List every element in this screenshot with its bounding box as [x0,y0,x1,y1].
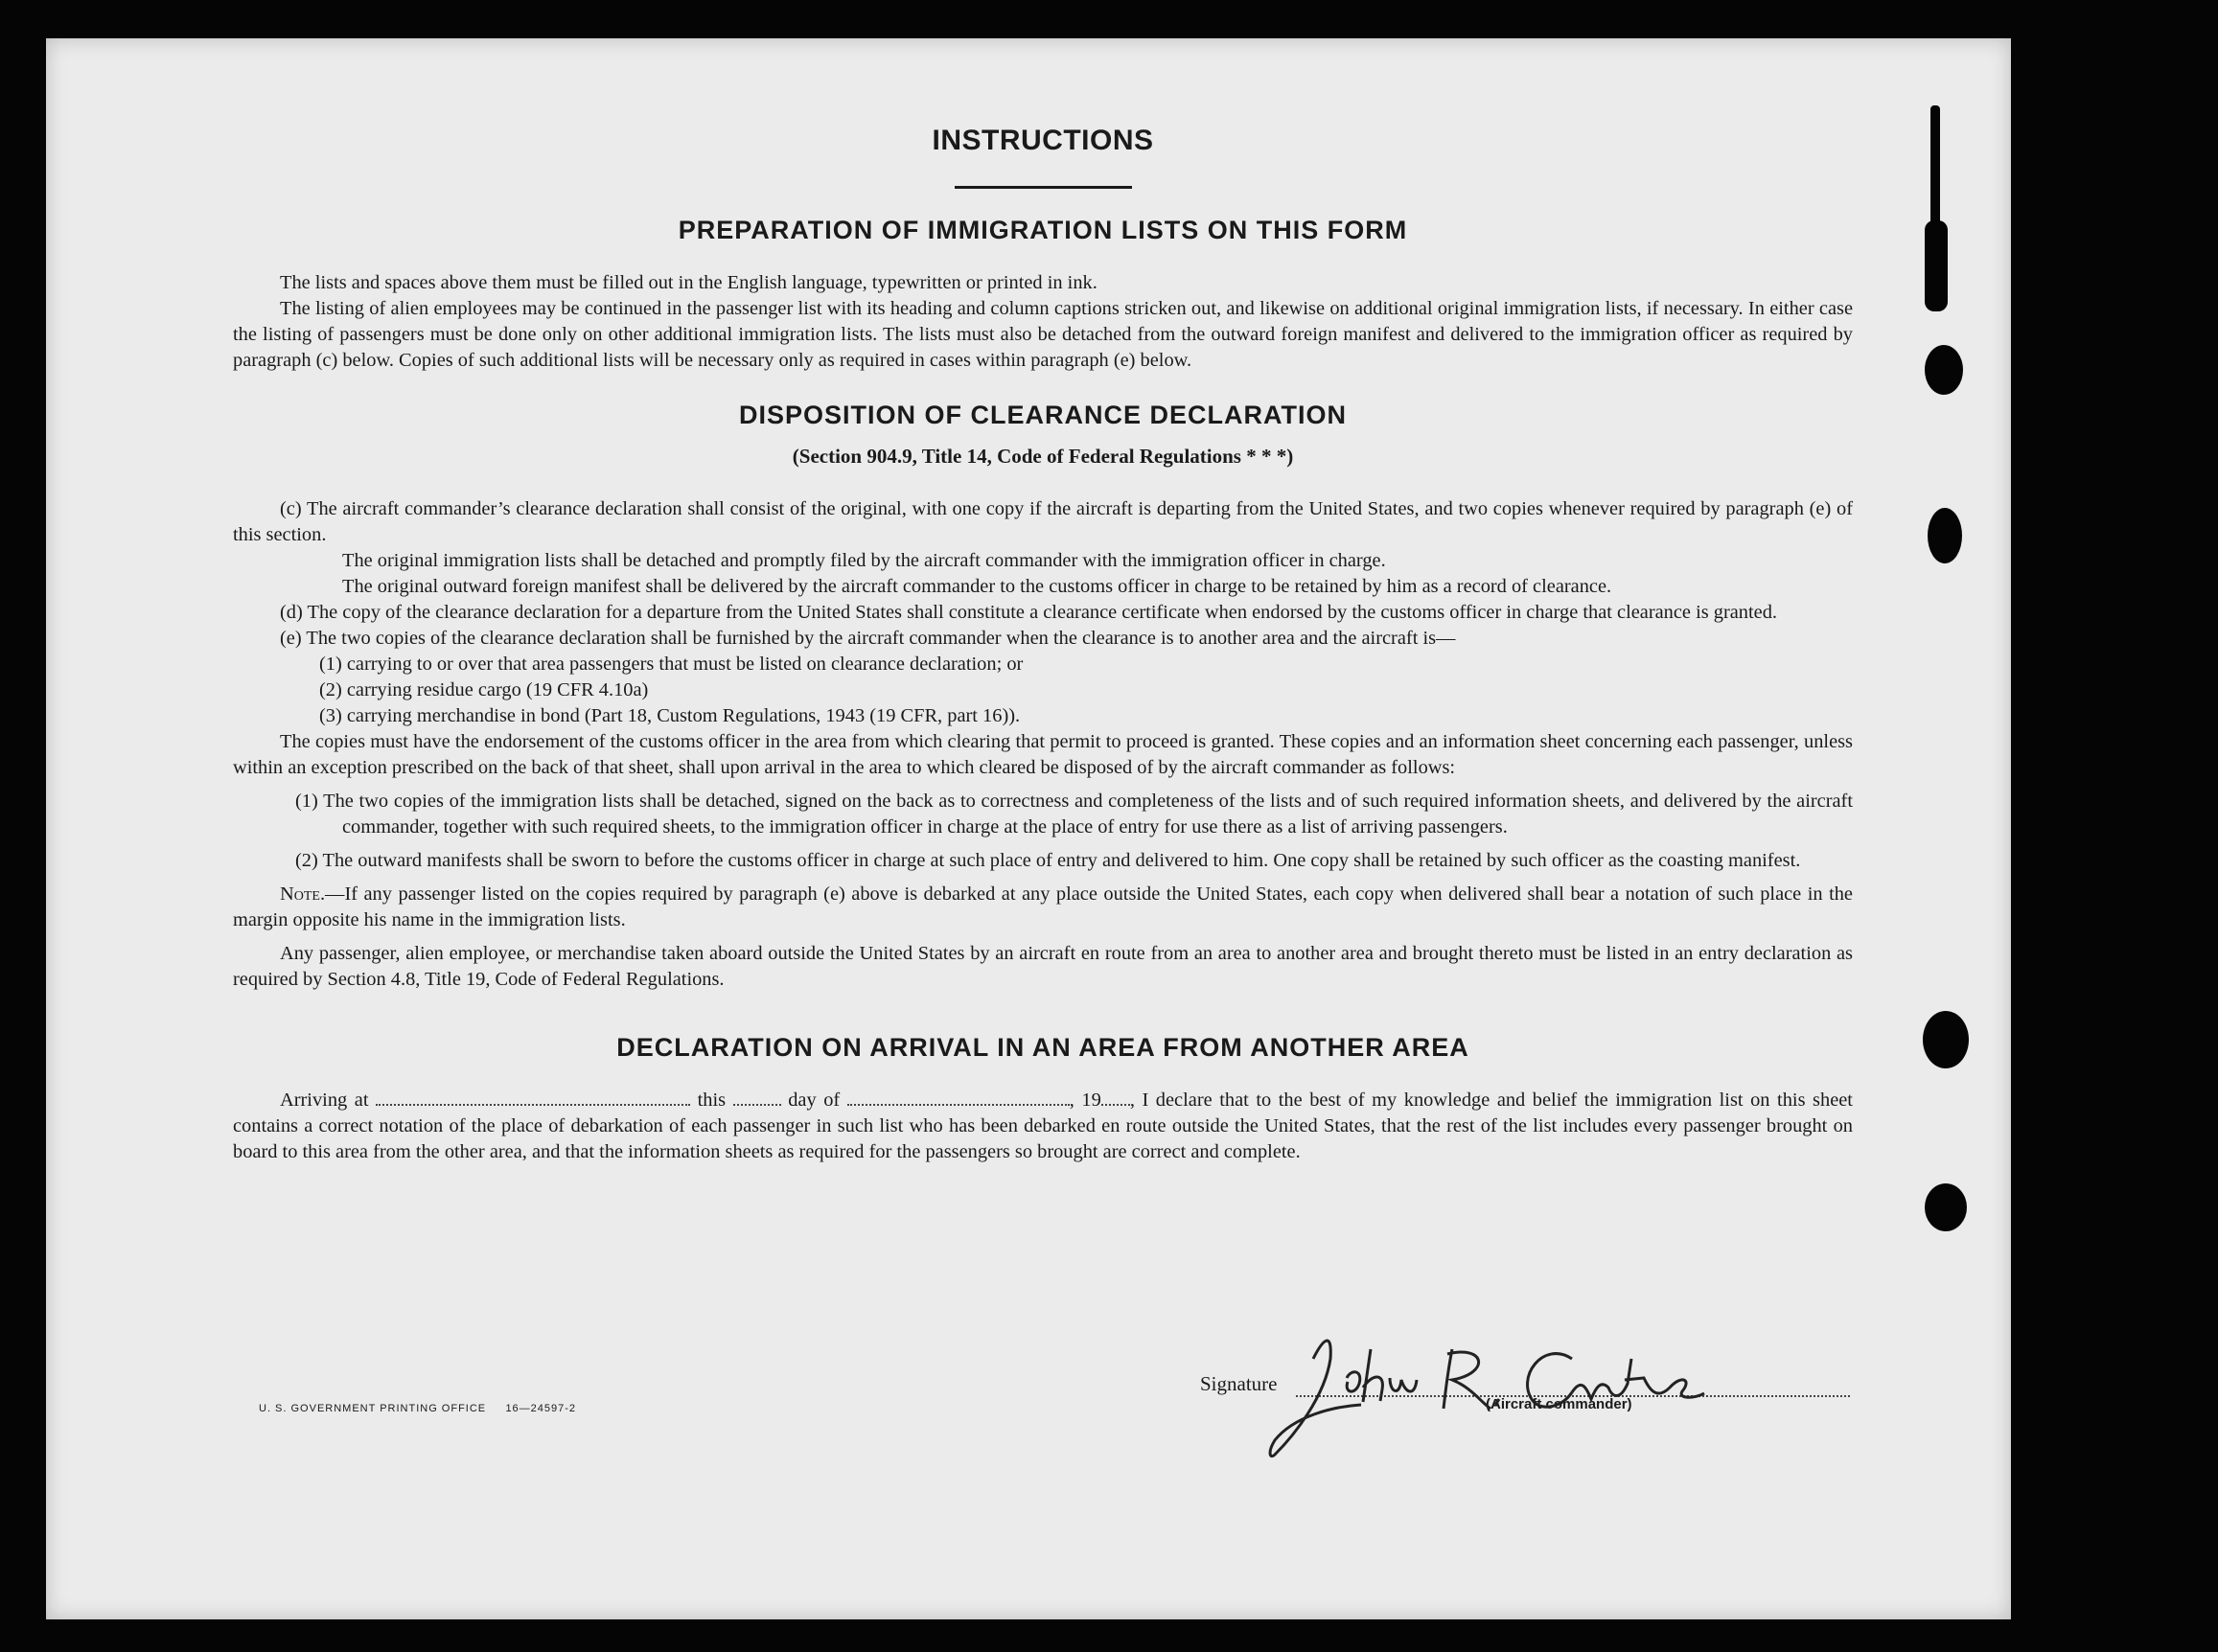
arriving-label: Arriving at [280,1090,369,1111]
list-item: (3) carrying merchandise in bond (Part 18, Custom Regulations, 1943 (19 CFR, part 16)). [319,705,1021,726]
paragraph-c-manifest: The original outward foreign manifest shall be delivered by the aircraft commander to the customs officer in charge to be retained by him as a record of clearance. [342,576,1612,597]
punch-hole [1928,508,1962,563]
paragraph-c-lists: The original immigration lists shall be detached and promptly filed by the aircraft commander with the immigration officer in charge. [342,550,1386,571]
handwritten-signature [1256,1320,1706,1464]
paragraph-c: (c) The aircraft commander’s clearance declaration shall consist of the original, with one copy if the aircraft is departing from the United States, and two copies whenever required by paragraph (e) of this section. [233,498,1853,545]
punch-hole [1923,1011,1969,1068]
edge-mark [1930,105,1940,230]
instructions-body [233,125,1853,1165]
paragraph: The listing of alien employees may be continued in the passenger list with its heading and column captions stricken out, and likewise on additional original immigration lists, if necessary. In either case the listing of passengers must be done only on other additional immigration lists. The lists must also be detached from the outward foreign manifest and delivered to the immigration officer as required by paragraph (c) below. Copies of such additional lists will be necessary only as required in cases within paragraph (e) below. [233,298,1853,371]
paragraph-d: (d) The copy of the clearance declaration for a departure from the United States shall constitute a clearance certificate when endorsed by the customs officer in charge that clearance is granted. [280,602,1778,623]
page-title: INSTRUCTIONS [932,125,1154,156]
this-label: this [697,1090,727,1111]
section-heading-declaration: DECLARATION ON ARRIVAL IN AN AREA FROM ANOTHER AREA [616,1033,1469,1062]
note-paragraph [233,882,1853,933]
paragraph: The lists and spaces above them must be filled out in the English language, typewritten or printed in ink. [280,272,1097,293]
punch-hole [1925,220,1948,311]
section-heading-preparation: PREPARATION OF IMMIGRATION LISTS ON THIS FORM [678,216,1408,244]
printer-name: U. S. GOVERNMENT PRINTING OFFICE [259,1403,487,1414]
numbered-item: (2) The outward manifests shall be sworn to before the customs officer in charge at such place of entry and delivered to him. One copy shall be retained by such officer as the coasting manifest. [295,850,1801,871]
day-of-label: day of [788,1090,841,1111]
declaration-text: , I declare that to the best of my knowledge and belief the immigration list on this sheet contains a correct notation of the place of debarkation of each passenger in such list who has been debarked en route outside the United States, that the rest of the list includes every passenger brought on board to this area from the other area, and that the information sheets as required for the passengers so brought are correct and complete. [233,1090,1853,1162]
numbered-item: (1) The two copies of the immigration lists shall be detached, signed on the back as to correctness and completeness of the lists and of such required information sheets, and delivered by the aircraft commander, together with such required sheets, to the immigration officer in charge at the place of entry for use there as a list of arriving passengers. [295,791,1853,837]
section-subheading: (Section 904.9, Title 14, Code of Federal Regulations * * *) [792,445,1294,468]
section-heading-disposition: DISPOSITION OF CLEARANCE DECLARATION [738,401,1347,429]
declaration-paragraph [233,1088,1853,1165]
punch-hole [1925,1183,1967,1231]
arriving-place-field[interactable] [376,1089,690,1106]
signature-caption: (Aircraft commander) [1486,1396,1632,1412]
year-label: , 19 [1069,1090,1101,1111]
list-item: (1) carrying to or over that area passengers that must be listed on clearance declaration; or [319,654,1024,675]
note-label: Note. [280,883,326,905]
form-code: 16—24597-2 [505,1403,577,1414]
paragraph-copies: The copies must have the endorsement of the customs officer in the area from which clearing that permit to proceed is granted. These copies and an information sheet concerning each passenger, unless within an exception prescribed on the back of that sheet, shall upon arrival in the area to which cleared be disposed of by the aircraft commander as follows: [233,731,1853,778]
list-item: (2) carrying residue cargo (19 CFR 4.10a) [319,679,649,700]
day-field[interactable] [733,1089,781,1106]
title-rule [955,186,1132,189]
year-field[interactable] [1101,1089,1130,1106]
printer-imprint [259,1403,576,1414]
punch-hole [1925,345,1963,395]
signature-label: Signature [1200,1372,1278,1395]
paragraph-e: (e) The two copies of the clearance declaration shall be furnished by the aircraft commander when the clearance is to another area and the aircraft is— [280,628,1456,649]
month-field[interactable] [847,1089,1070,1106]
paragraph-entry: Any passenger, alien employee, or merchandise taken aboard outside the United States by an aircraft en route from an area to another area and brought thereto must be listed in an entry declaration as required by Section 4.8, Title 19, Code of Federal Regulations. [233,943,1853,990]
note-text: —If any passenger listed on the copies required by paragraph (e) above is debarked at any place outside the United States, each copy when delivered shall bear a notation of such place in the margin opposite his name in the immigration lists. [233,883,1853,930]
